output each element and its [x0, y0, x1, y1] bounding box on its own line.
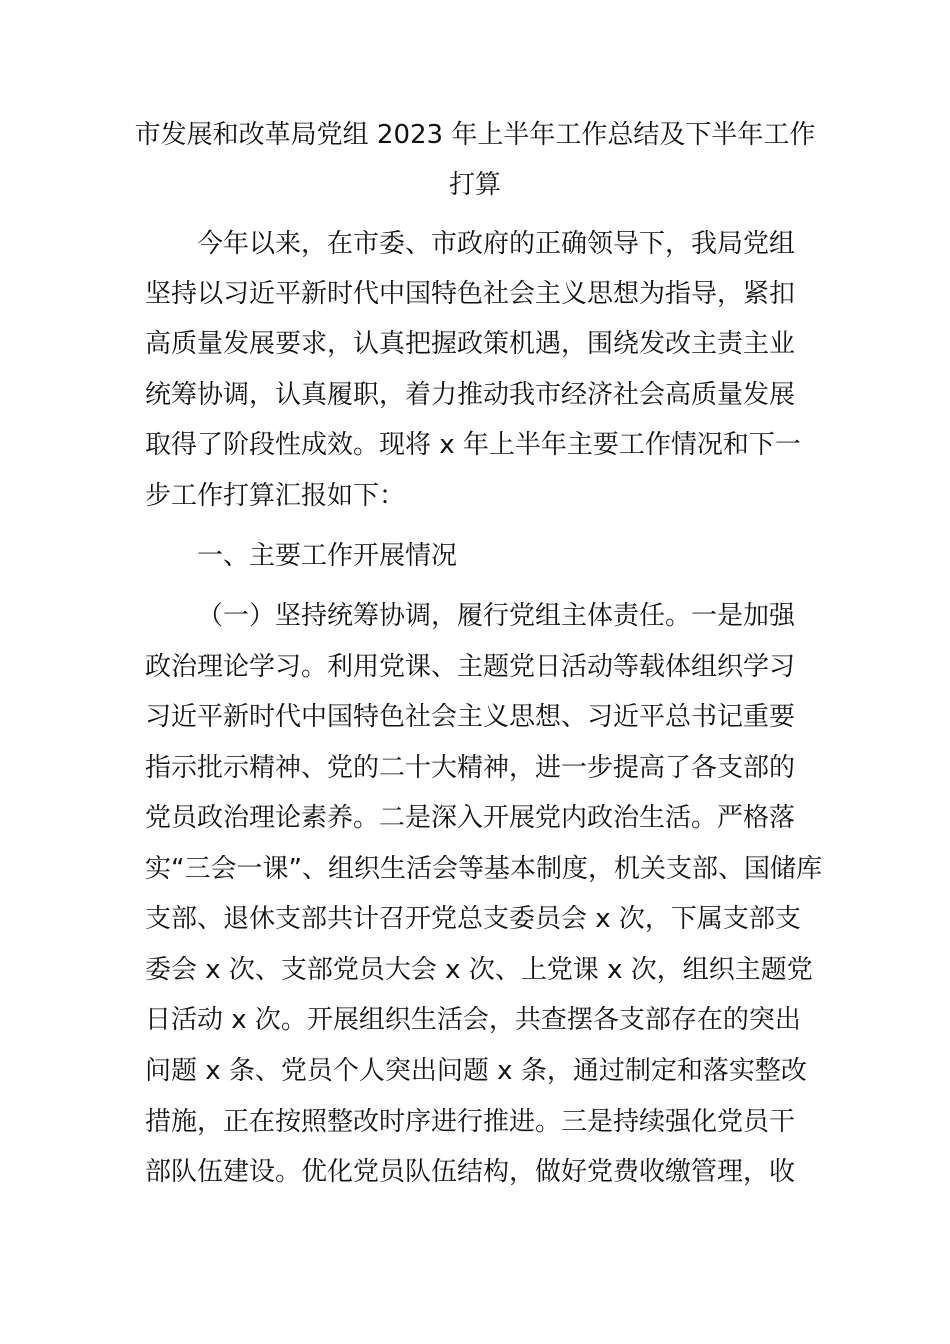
paragraph-section-1-line-11: 措施，正在按照整改时序进行推进。三是持续强化党员干 [145, 1107, 796, 1137]
paragraph-section-1-line-9: 日活动 x 次。开展组织生活会，共查摆各支部存在的突出 [145, 1005, 801, 1035]
paragraph-section-1-line-10: 问题 x 条、党员个人突出问题 x 条，通过制定和落实整改 [145, 1056, 807, 1086]
paragraph-section-1-line-5: 党员政治理论素养。二是深入开展党内政治生活。严格落 [145, 803, 796, 833]
paragraph-section-1-line-12: 部队伍建设。优化党员队伍结构，做好党费收缴管理，收 [145, 1157, 796, 1187]
paragraph-section-1-line-4: 指示批示精神、党的二十大精神，进一步提高了各支部的 [145, 753, 796, 783]
paragraph-intro-line-3: 高质量发展要求，认真把握政策机遇，围绕发改主责主业 [145, 329, 796, 359]
paragraph-section-1-line-8: 委会 x 次、支部党员大会 x 次、上党课 x 次，组织主题党 [145, 955, 813, 985]
paragraph-section-1-line-3: 习近平新时代中国特色社会主义思想、习近平总书记重要 [145, 702, 796, 732]
paragraph-section-1-line-6: 实“三会一课”、组织生活会等基本制度，机关支部、国储库 [145, 854, 822, 884]
paragraph-section-1-line-1: （一）坚持统筹协调，履行党组主体责任。一是加强 [197, 601, 796, 631]
section-heading-1: 一、主要工作开展情况 [197, 541, 458, 571]
paragraph-intro-line-5: 取得了阶段性成效。现将 x 年上半年主要工作情况和下一 [145, 430, 801, 460]
paragraph-intro-line-4: 统筹协调，认真履职，着力推动我市经济社会高质量发展 [145, 380, 796, 410]
document-title-line-2: 打算 [448, 170, 501, 200]
document-title-line-1: 市发展和改革局党组 2023 年上半年工作总结及下半年工作 [134, 120, 816, 150]
paragraph-section-1-line-2: 政治理论学习。利用党课、主题党日活动等载体组织学习 [145, 652, 796, 682]
paragraph-section-1-line-7: 支部、退休支部共计召开党总支委员会 x 次，下属支部支 [145, 904, 801, 934]
paragraph-intro-line-2: 坚持以习近平新时代中国特色社会主义思想为指导，紧扣 [145, 279, 796, 309]
paragraph-intro-line-1: 今年以来，在市委、市政府的正确领导下，我局党组 [197, 229, 796, 259]
paragraph-intro-line-6: 步工作打算汇报如下： [145, 481, 406, 511]
